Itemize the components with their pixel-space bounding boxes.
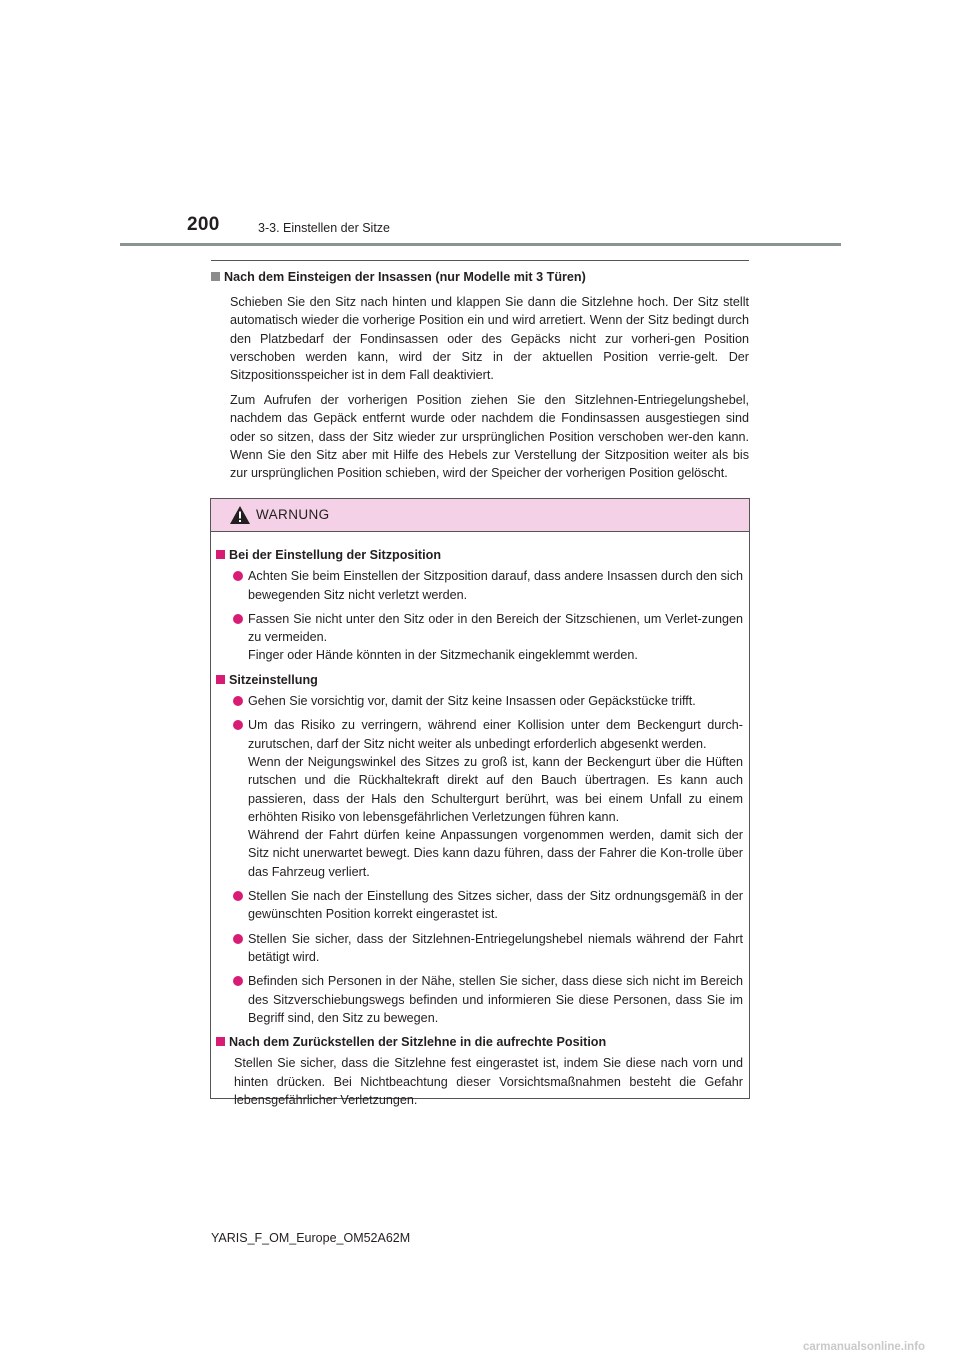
pink-dot-bullet-icon bbox=[233, 571, 243, 581]
warning-bullet: Gehen Sie vorsichtig vor, damit der Sitz keine Insassen oder Gepäckstücke trifft. bbox=[216, 692, 743, 710]
warning-bullet: Stellen Sie nach der Einstellung des Sitzes sicher, dass der Sitz ordnungsgemäß in der gewünschten Position korrekt eingerastet ist. bbox=[216, 887, 743, 924]
pink-dot-bullet-icon bbox=[233, 934, 243, 944]
warning-triangle-icon bbox=[229, 505, 251, 525]
warning-box bbox=[210, 498, 750, 1108]
warning-body bbox=[211, 532, 749, 1109]
warning-bullet: Befinden sich Personen in der Nähe, stellen Sie sicher, dass diese sich nicht im Bereich des Sitzverschiebungswegs befinden und informieren Sie diese Personen, dass Sie im Begriff sind, den Sitz zu bewegen. bbox=[216, 972, 743, 1027]
pink-square-bullet-icon bbox=[216, 675, 225, 684]
warning-bullet: Fassen Sie nicht unter den Sitz oder in den Bereich der Sitzschienen, um Verlet-zungen zu vermeiden. Finger oder Hände könnten in der Sitzmechanik eingeklemmt werden. bbox=[216, 610, 743, 665]
warning-section-heading: Bei der Einstellung der Sitzposition bbox=[216, 546, 743, 564]
warning-bullet: Stellen Sie sicher, dass der Sitzlehnen-Entriegelungshebel niemals während der Fahrt betätigt wird. bbox=[216, 930, 743, 967]
warning-section-heading: Nach dem Zurückstellen der Sitzlehne in die aufrechte Position bbox=[216, 1033, 743, 1051]
warning-header bbox=[211, 499, 749, 532]
warning-section-heading: Sitzeinstellung bbox=[216, 671, 743, 689]
gray-square-bullet-icon bbox=[211, 272, 220, 281]
pink-square-bullet-icon bbox=[216, 1037, 225, 1046]
page-number: 200 bbox=[187, 214, 220, 235]
content-rule bbox=[211, 260, 749, 261]
header-rule bbox=[120, 243, 841, 246]
warning-label: WARNUNG bbox=[256, 507, 330, 522]
pink-dot-bullet-icon bbox=[233, 891, 243, 901]
pink-dot-bullet-icon bbox=[233, 614, 243, 624]
warning-bullet: Um das Risiko zu verringern, während einer Kollision unter dem Beckengurt durch-zurutschen, darf der Sitz nicht weiter als unbedingt erforderlich abgesenkt werden. Wenn der Neigungswinkel des Sitzes zu groß ist, kann der Beckengurt über die Hüften rutschen und die Rückhaltekraft direkt auf den Bauch übertragen. Es kann auch passieren, dass der Hals den Schultergurt berührt, was bei einem Unfall zu einem erhöhten Risiko von lebensgefährlichen Verletzungen führen kann. Während der Fahrt dürfen keine Anpassungen vorgenommen werden, damit sich der Sitz nicht unerwartet bewegt. Dies kann dazu führen, dass der Fahrer die Kon-trolle über das Fahrzeug verliert. bbox=[216, 716, 743, 881]
footer-doc-code: YARIS_F_OM_Europe_OM52A62M bbox=[211, 1231, 411, 1245]
pink-square-bullet-icon bbox=[216, 550, 225, 559]
warning-paragraph: Stellen Sie sicher, dass die Sitzlehne fest eingerastet ist, indem Sie diese nach vorn und hinten drücken. Bei Nichtbeachtung dieser Vorsichtsmaßnahmen besteht die Gefahr lebensgefährlicher Verletzungen. bbox=[234, 1056, 743, 1108]
pink-dot-bullet-icon bbox=[233, 976, 243, 986]
warning-bullet: Achten Sie beim Einstellen der Sitzposition darauf, dass andere Insassen durch den sich bewegenden Sitz nicht verletzt werden. bbox=[216, 567, 743, 604]
section-title: 3-3. Einstellen der Sitze bbox=[258, 221, 391, 235]
intro-paragraph-2: Zum Aufrufen der vorherigen Position ziehen Sie den Sitzlehnen-Entriegelungshebel, nachdem das Gepäck entfernt wurde oder nachdem die Fondinsassen ausgestiegen sind oder so sitzen, dass der Sitz wieder zur ursprünglichen Position verschoben wer-den kann. Wenn Sie den Sitz aber mit Hilfe des Hebels zur Verstellung der Sitzposition weiter als bis zur ursprünglichen Position schieben, wird der Speicher der vorherigen Position gelöscht. bbox=[230, 393, 749, 481]
watermark: carmanualsonline.info bbox=[803, 1341, 926, 1353]
intro-paragraph-1: Schieben Sie den Sitz nach hinten und klappen Sie dann die Sitzlehne hoch. Der Sitz stellt automatisch wieder die vorherige Position ein und wird arretiert. Wenn der Sitz bedingt durch den Platzbedarf der Fondinsassen oder des Gepäcks nicht zur vorheri-gen Position verschoben werden kann, wird der Sitz in der aktuellen Position verrie-gelt. Der Sitzpositionsspeicher ist in dem Fall deaktiviert. bbox=[230, 295, 749, 383]
pink-dot-bullet-icon bbox=[233, 696, 243, 706]
intro-heading: Nach dem Einsteigen der Insassen (nur Modelle mit 3 Türen) bbox=[211, 268, 749, 286]
pink-dot-bullet-icon bbox=[233, 720, 243, 730]
intro-section bbox=[211, 268, 749, 482]
